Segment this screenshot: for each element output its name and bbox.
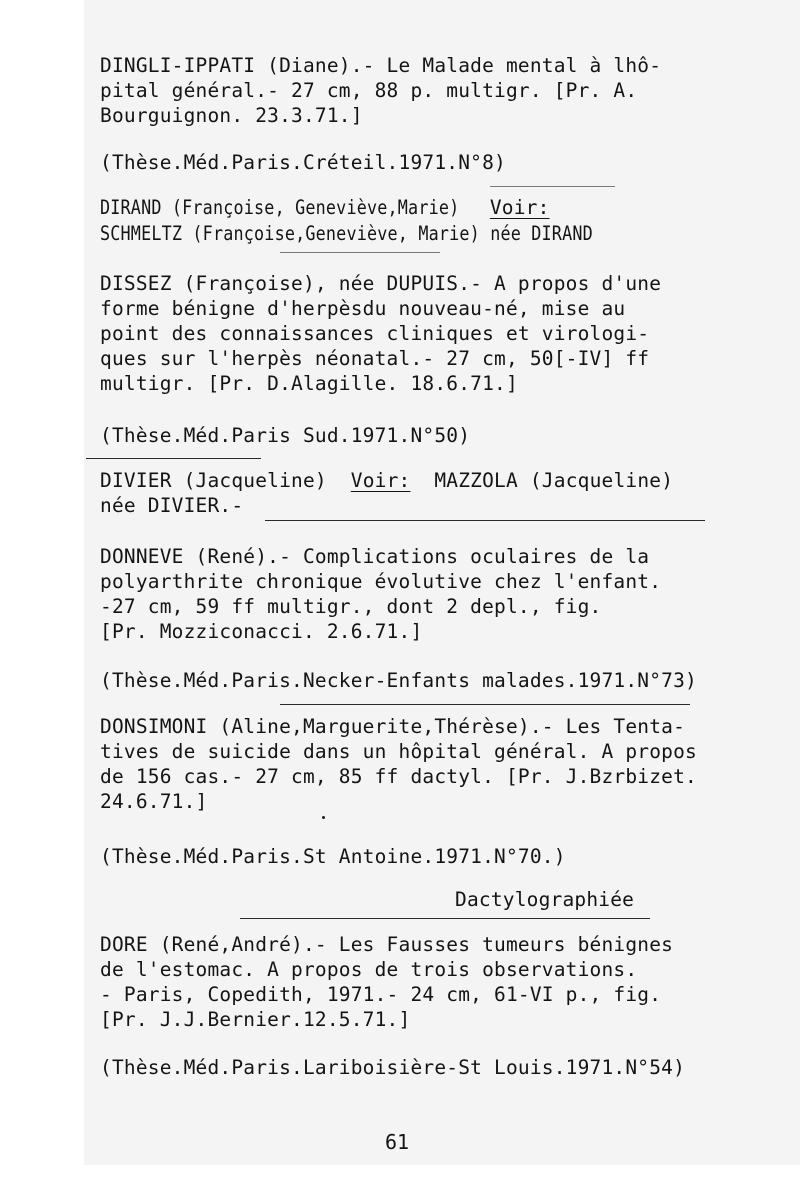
entry-line: de 156 cas.- 27 cm, 85 ff dactyl. [Pr. J.Bzrbizet. xyxy=(100,765,697,788)
thesis-reference: (Thèse.Méd.Paris.Necker-Enfants malades.1971.N°73) xyxy=(100,669,697,692)
separator-rule xyxy=(280,252,440,253)
see-reference-target: MAZZOLA (Jacqueline) xyxy=(410,469,674,492)
separator-rule xyxy=(265,520,705,521)
thesis-reference: (Thèse.Méd.Paris.Lariboisière-St Louis.1971.N°54) xyxy=(100,1056,686,1079)
entry-line: de l'estomac. A propos de trois observations. xyxy=(100,958,638,981)
entry-line: 24.6.71.] xyxy=(100,790,208,813)
entry-line: multigr. [Pr. D.Alagille. 18.6.71.] xyxy=(100,372,518,395)
typed-note: Dactylographiée xyxy=(455,888,635,911)
see-reference-heading: DIVIER (Jacqueline) xyxy=(100,469,339,492)
entry-line: - Paris, Copedith, 1971.- 24 cm, 61-VI p., fig. xyxy=(100,983,662,1006)
ink-speck xyxy=(322,816,325,819)
entry-line: DINGLI-IPPATI (Diane).- Le Malade mental à lhô- xyxy=(100,54,662,77)
entry-line: [Pr. J.J.Bernier.12.5.71.] xyxy=(100,1008,411,1031)
entry-line: tives de suicide dans un hôpital général. A propos xyxy=(100,740,697,763)
bottom-margin xyxy=(0,1165,800,1200)
left-margin xyxy=(0,0,84,1200)
entry-line: DISSEZ (Françoise), née DUPUIS.- A propos d'une xyxy=(100,272,662,295)
thesis-reference: (Thèse.Méd.Paris.St Antoine.1971.N°70.) xyxy=(100,845,566,868)
entry-line: pital général.- 27 cm, 88 p. multigr. [Pr. A. xyxy=(100,79,638,102)
entry-line: -27 cm, 59 ff multigr., dont 2 depl., fig. xyxy=(100,595,602,618)
separator-rule xyxy=(280,704,690,705)
page-number: 61 xyxy=(385,1130,410,1154)
entry-line: DONNEVE (René).- Complications oculaires de la xyxy=(100,545,650,568)
thesis-reference: (Thèse.Méd.Paris.Créteil.1971.N°8) xyxy=(100,151,506,174)
see-reference-heading: DIRAND (Françoise, Geneviève,Marie) xyxy=(100,196,470,219)
see-reference-continuation: née DIVIER.- xyxy=(100,494,244,517)
separator-rule xyxy=(86,458,261,459)
thesis-reference: (Thèse.Méd.Paris Sud.1971.N°50) xyxy=(100,424,471,447)
see-reference-target: SCHMELTZ (Françoise,Geneviève, Marie) née DIRAND xyxy=(100,222,593,245)
see-reference-line xyxy=(100,196,550,220)
see-keyword: Voir: xyxy=(489,196,550,219)
entry-line: DORE (René,André).- Les Fausses tumeurs bénignes xyxy=(100,933,674,956)
separator-rule xyxy=(490,186,615,187)
separator-rule xyxy=(240,918,650,919)
entry-line: ques sur l'herpès néonatal.- 27 cm, 50[-IV] ff xyxy=(100,347,650,370)
see-reference-line xyxy=(100,469,673,493)
entry-line: Bourguignon. 23.3.71.] xyxy=(100,104,363,127)
entry-line: point des connaissances cliniques et virologi- xyxy=(100,322,650,345)
see-keyword: Voir: xyxy=(350,469,411,492)
entry-line: polyarthrite chronique évolutive chez l'enfant. xyxy=(100,570,662,593)
entry-line: forme bénigne d'herpèsdu nouveau-né, mise au xyxy=(100,297,626,320)
entry-line: [Pr. Mozziconacci. 2.6.71.] xyxy=(100,620,423,643)
entry-line: DONSIMONI (Aline,Marguerite,Thérèse).- Les Tenta- xyxy=(100,715,686,738)
